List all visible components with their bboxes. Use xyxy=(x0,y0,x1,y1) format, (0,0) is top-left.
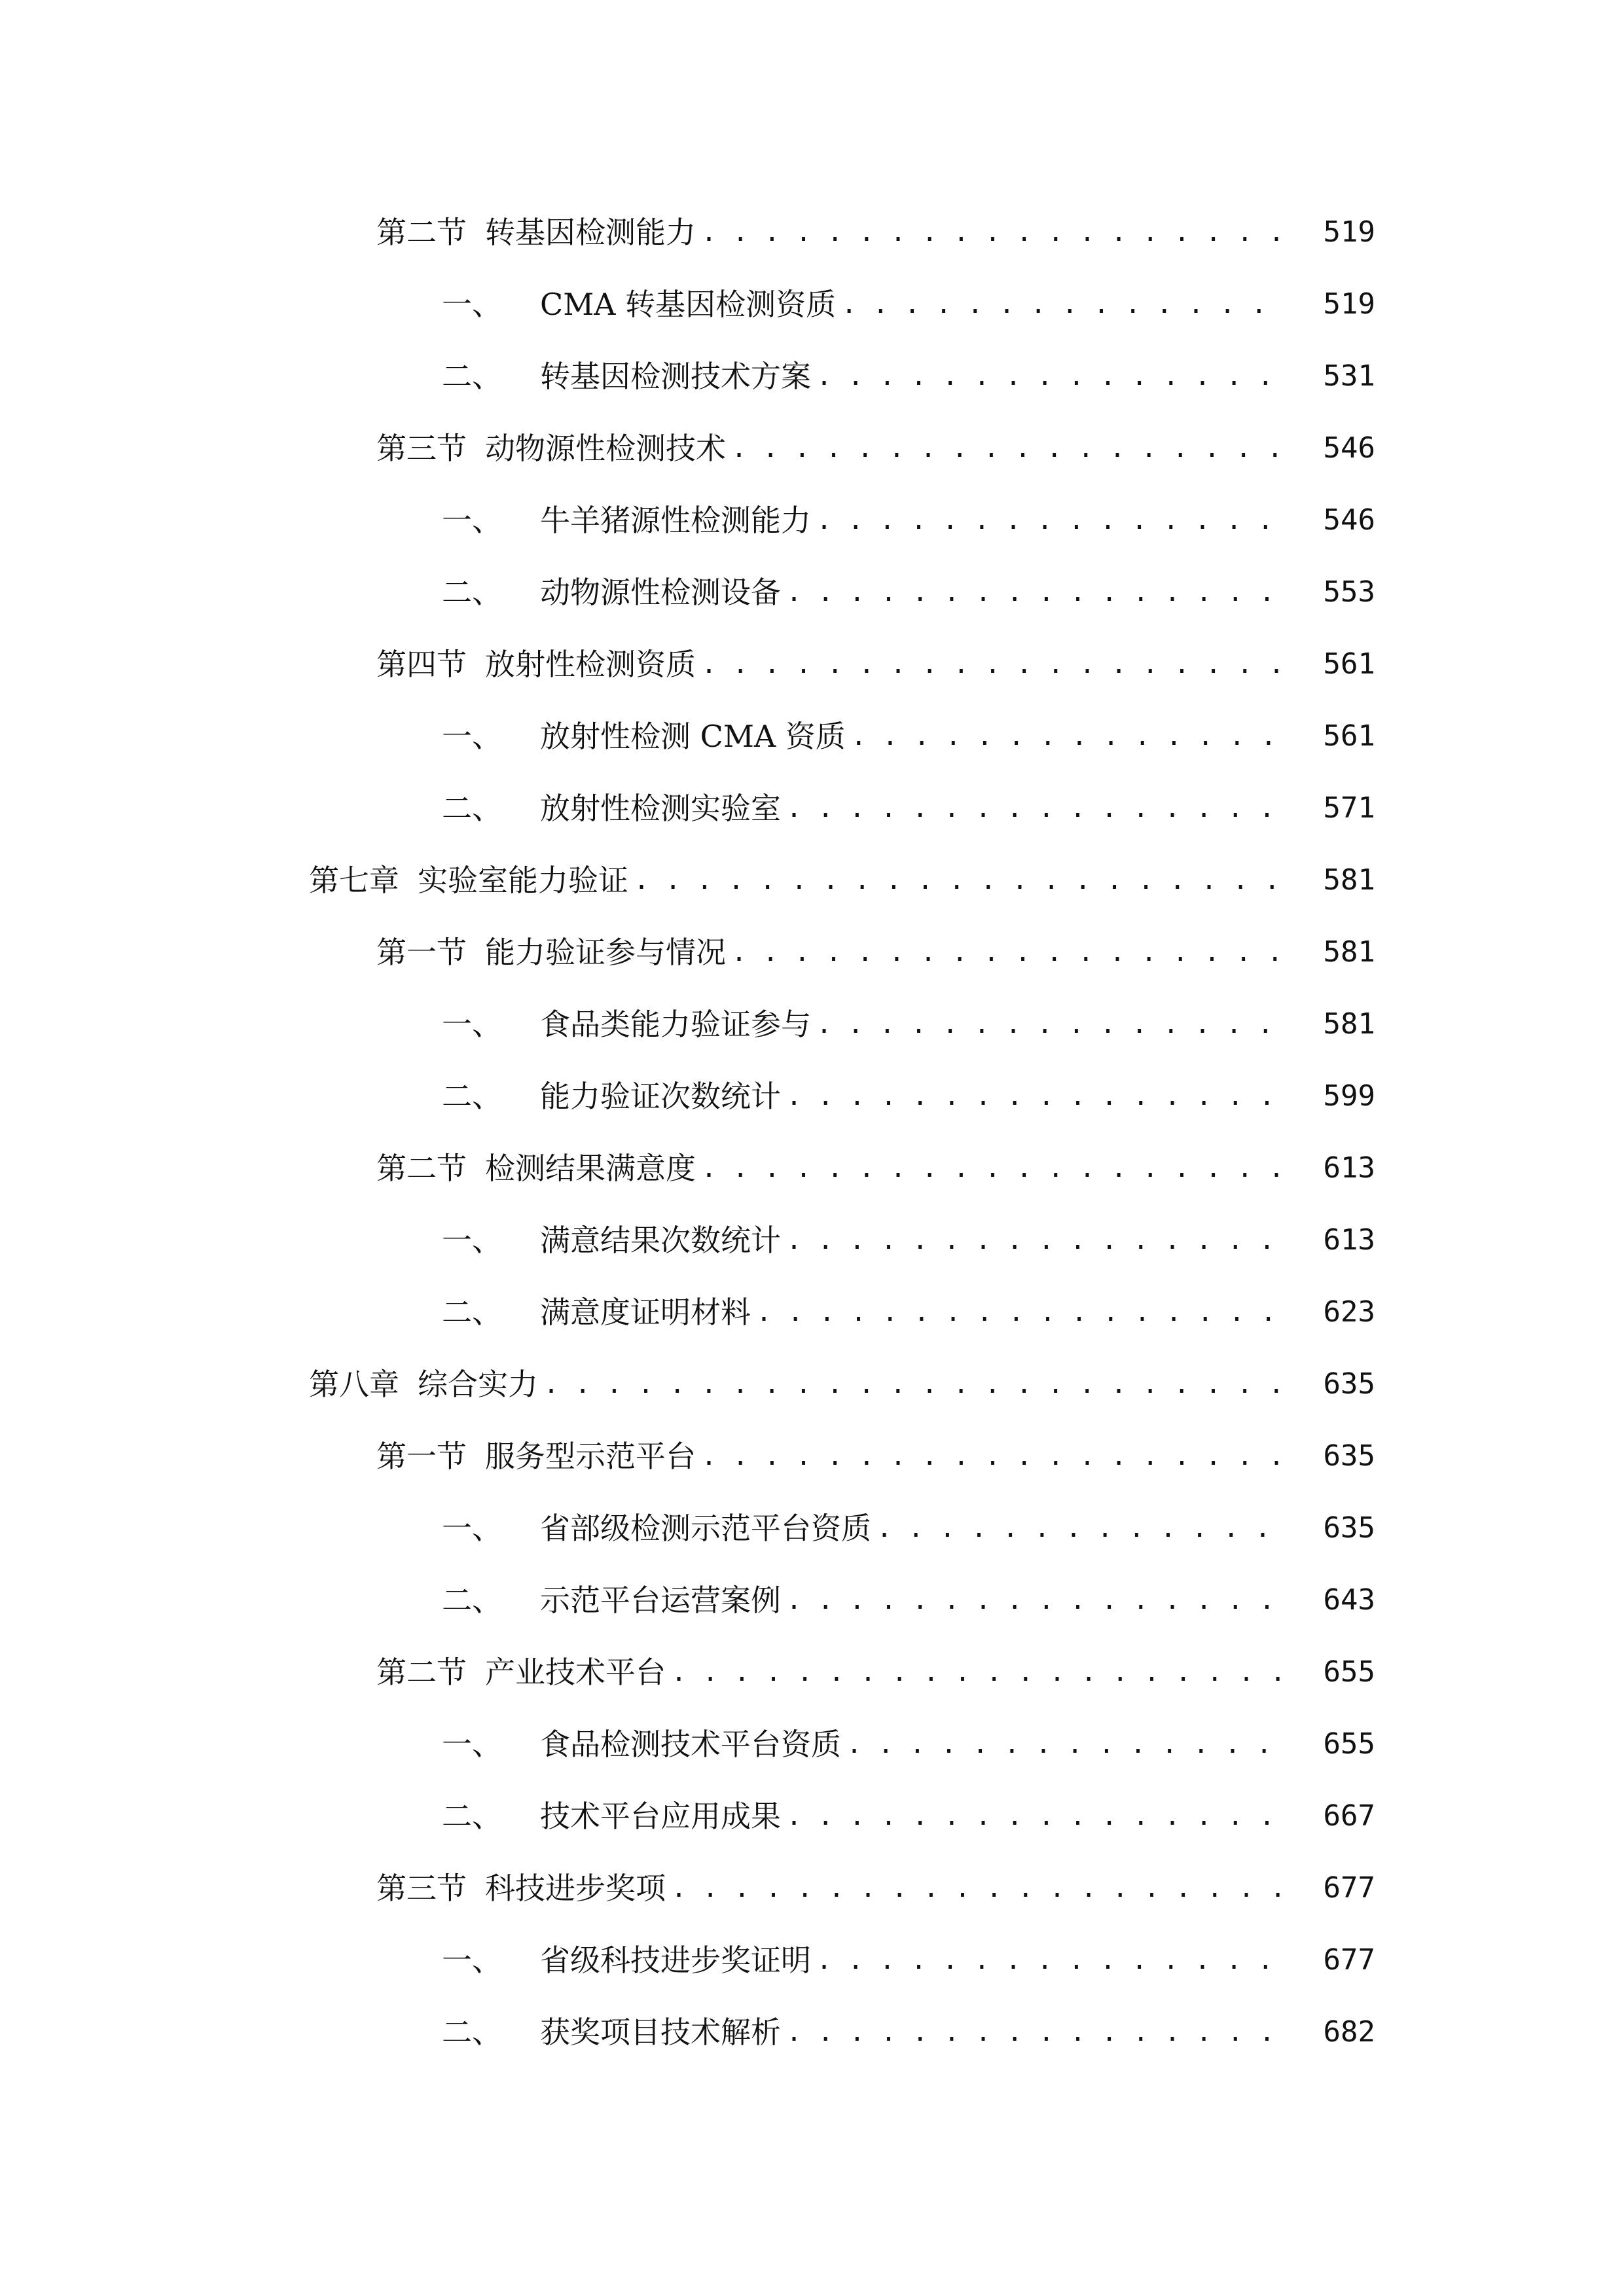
toc-entry-title: 产业技术平台 xyxy=(485,1655,666,1690)
toc-entry-title: 转基因检测能力 xyxy=(485,215,696,250)
toc-entry[interactable] xyxy=(0,1276,1624,1348)
toc-entry-text xyxy=(442,988,816,1060)
toc-dot-leader xyxy=(786,556,1284,628)
toc-entry-text xyxy=(309,1348,543,1420)
toc-page-number: 546 xyxy=(1323,431,1375,465)
toc-entry-text xyxy=(442,1276,756,1348)
toc-entry-label: 一、 xyxy=(442,1727,502,1762)
toc-dot-leader xyxy=(851,700,1284,772)
toc-entry-text xyxy=(442,484,816,556)
toc-entry[interactable] xyxy=(0,1348,1624,1420)
toc-entry-text xyxy=(376,1636,671,1708)
toc-dot-leader xyxy=(846,1708,1284,1780)
toc-page-number: 519 xyxy=(1323,287,1375,321)
toc-entry-title: 牛羊猪源性检测能力 xyxy=(540,503,811,538)
toc-entry-label: 二、 xyxy=(442,1799,502,1834)
toc-entry-text xyxy=(442,340,816,412)
toc-entry[interactable] xyxy=(0,844,1624,916)
toc-entry-text xyxy=(442,1204,786,1276)
table-of-contents xyxy=(0,196,1624,2068)
toc-page-number: 553 xyxy=(1323,575,1375,609)
toc-entry[interactable] xyxy=(0,1132,1624,1204)
toc-page-number: 519 xyxy=(1323,215,1375,249)
toc-entry-title: 获奖项目技术解析 xyxy=(540,2015,781,2050)
toc-entry-text xyxy=(376,196,701,268)
toc-page-number: 531 xyxy=(1323,359,1375,393)
toc-entry-title: 检测结果满意度 xyxy=(485,1151,696,1186)
toc-entry[interactable] xyxy=(0,1564,1624,1636)
toc-page-number: 655 xyxy=(1323,1655,1375,1689)
toc-dot-leader xyxy=(816,1924,1284,1996)
toc-entry-title: CMA 转基因检测资质 xyxy=(540,287,837,322)
toc-entry[interactable] xyxy=(0,412,1624,484)
toc-page-number: 635 xyxy=(1323,1439,1375,1473)
toc-entry[interactable] xyxy=(0,1780,1624,1852)
toc-entry-title: 动物源性检测设备 xyxy=(540,575,781,610)
toc-entry-label: 第一节 xyxy=(376,935,467,970)
toc-dot-leader xyxy=(701,196,1284,268)
toc-entry-label: 二、 xyxy=(442,359,502,394)
toc-entry-label: 一、 xyxy=(442,1943,502,1978)
toc-entry-title: 满意结果次数统计 xyxy=(540,1223,781,1258)
toc-dot-leader xyxy=(786,1780,1284,1852)
toc-entry-text xyxy=(376,1852,671,1924)
toc-entry-label: 第二节 xyxy=(376,1655,467,1690)
toc-entry[interactable] xyxy=(0,1924,1624,1996)
toc-entry-title: 食品类能力验证参与 xyxy=(540,1007,811,1042)
toc-entry-title: 科技进步奖项 xyxy=(485,1871,666,1906)
toc-entry[interactable] xyxy=(0,340,1624,412)
toc-entry[interactable] xyxy=(0,1492,1624,1564)
toc-entry[interactable] xyxy=(0,196,1624,268)
toc-entry-label: 第三节 xyxy=(376,1871,467,1906)
toc-entry[interactable] xyxy=(0,1852,1624,1924)
toc-dot-leader xyxy=(816,340,1284,412)
toc-entry-title: 综合实力 xyxy=(418,1367,538,1402)
toc-entry-text xyxy=(442,1708,846,1780)
toc-entry-title: 技术平台应用成果 xyxy=(540,1799,781,1834)
toc-page-number: 581 xyxy=(1323,863,1375,897)
toc-entry-title: 放射性检测实验室 xyxy=(540,791,781,826)
toc-entry-label: 二、 xyxy=(442,1583,502,1618)
toc-page-number: 677 xyxy=(1323,1943,1375,1977)
toc-entry[interactable] xyxy=(0,268,1624,340)
toc-entry-label: 二、 xyxy=(442,2015,502,2050)
toc-entry-text xyxy=(376,1132,701,1204)
toc-entry-text xyxy=(442,1924,816,1996)
toc-entry-text xyxy=(376,628,701,700)
toc-entry-text xyxy=(442,1780,786,1852)
toc-entry-title: 放射性检测 CMA 资质 xyxy=(540,719,846,754)
toc-entry-label: 一、 xyxy=(442,287,502,322)
toc-page-number: 613 xyxy=(1323,1151,1375,1185)
toc-dot-leader xyxy=(786,1996,1284,2068)
toc-entry-label: 一、 xyxy=(442,719,502,754)
toc-dot-leader xyxy=(731,412,1284,484)
toc-dot-leader xyxy=(731,916,1284,988)
toc-page-number: 655 xyxy=(1323,1727,1375,1761)
toc-entry[interactable] xyxy=(0,1420,1624,1492)
toc-entry-text xyxy=(442,268,841,340)
toc-dot-leader xyxy=(841,268,1284,340)
toc-entry-label: 第七章 xyxy=(309,863,399,898)
toc-page-number: 581 xyxy=(1323,1007,1375,1041)
toc-dot-leader xyxy=(701,1132,1284,1204)
toc-page-number: 677 xyxy=(1323,1871,1375,1905)
toc-entry-text xyxy=(442,1060,786,1132)
toc-entry-label: 一、 xyxy=(442,1223,502,1258)
toc-entry[interactable] xyxy=(0,484,1624,556)
toc-entry-text xyxy=(442,700,851,772)
toc-page-number: 561 xyxy=(1323,647,1375,681)
toc-dot-leader xyxy=(786,1204,1284,1276)
toc-entry-label: 二、 xyxy=(442,575,502,610)
toc-page-number: 581 xyxy=(1323,935,1375,969)
toc-entry-title: 放射性检测资质 xyxy=(485,647,696,682)
toc-entry-title: 满意度证明材料 xyxy=(540,1295,751,1330)
toc-page-number: 613 xyxy=(1323,1223,1375,1257)
toc-entry-title: 实验室能力验证 xyxy=(418,863,628,898)
toc-page-number: 599 xyxy=(1323,1079,1375,1113)
toc-entry[interactable] xyxy=(0,772,1624,844)
toc-entry[interactable] xyxy=(0,1060,1624,1132)
toc-page-number: 635 xyxy=(1323,1367,1375,1401)
toc-dot-leader xyxy=(634,844,1284,916)
toc-dot-leader xyxy=(786,1060,1284,1132)
toc-entry[interactable] xyxy=(0,628,1624,700)
toc-entry-title: 能力验证次数统计 xyxy=(540,1079,781,1114)
toc-entry-label: 二、 xyxy=(442,1079,502,1114)
toc-entry-text xyxy=(442,556,786,628)
toc-entry-title: 省级科技进步奖证明 xyxy=(540,1943,811,1978)
toc-entry[interactable] xyxy=(0,1636,1624,1708)
toc-entry[interactable] xyxy=(0,1204,1624,1276)
toc-entry-title: 省部级检测示范平台资质 xyxy=(540,1511,871,1546)
toc-entry-text xyxy=(442,1996,786,2068)
toc-entry-title: 食品检测技术平台资质 xyxy=(540,1727,841,1762)
toc-entry[interactable] xyxy=(0,988,1624,1060)
toc-entry-label: 第三节 xyxy=(376,431,467,466)
toc-page-number: 643 xyxy=(1323,1583,1375,1617)
toc-dot-leader xyxy=(671,1636,1284,1708)
toc-dot-leader xyxy=(701,1420,1284,1492)
toc-page-number: 667 xyxy=(1323,1799,1375,1833)
toc-entry-title: 动物源性检测技术 xyxy=(485,431,726,466)
toc-dot-leader xyxy=(786,772,1284,844)
toc-entry-text xyxy=(442,1492,876,1564)
toc-entry-text xyxy=(376,412,731,484)
toc-entry[interactable] xyxy=(0,556,1624,628)
toc-dot-leader xyxy=(756,1276,1284,1348)
toc-entry-title: 服务型示范平台 xyxy=(485,1439,696,1474)
toc-entry-label: 一、 xyxy=(442,503,502,538)
toc-entry-label: 第四节 xyxy=(376,647,467,682)
toc-entry-label: 二、 xyxy=(442,791,502,826)
toc-entry-title: 示范平台运营案例 xyxy=(540,1583,781,1618)
toc-entry-title: 转基因检测技术方案 xyxy=(540,359,811,394)
toc-entry-label: 第八章 xyxy=(309,1367,399,1402)
toc-entry-text xyxy=(442,1564,786,1636)
toc-entry-label: 二、 xyxy=(442,1295,502,1330)
toc-entry[interactable] xyxy=(0,916,1624,988)
toc-entry-text xyxy=(442,772,786,844)
toc-dot-leader xyxy=(816,484,1284,556)
toc-entry[interactable] xyxy=(0,1996,1624,2068)
toc-page-number: 546 xyxy=(1323,503,1375,537)
toc-page-number: 623 xyxy=(1323,1295,1375,1329)
toc-entry[interactable] xyxy=(0,700,1624,772)
toc-entry-title: 能力验证参与情况 xyxy=(485,935,726,970)
toc-page-number: 682 xyxy=(1323,2015,1375,2049)
toc-page-number: 635 xyxy=(1323,1511,1375,1545)
toc-entry-text xyxy=(376,1420,701,1492)
toc-entry-text xyxy=(309,844,634,916)
toc-entry[interactable] xyxy=(0,1708,1624,1780)
toc-entry-label: 第二节 xyxy=(376,215,467,250)
toc-dot-leader xyxy=(671,1852,1284,1924)
toc-dot-leader xyxy=(786,1564,1284,1636)
toc-dot-leader xyxy=(543,1348,1284,1420)
toc-dot-leader xyxy=(816,988,1284,1060)
toc-page-number: 561 xyxy=(1323,719,1375,753)
toc-entry-label: 第二节 xyxy=(376,1151,467,1186)
toc-entry-text xyxy=(376,916,731,988)
toc-entry-label: 一、 xyxy=(442,1511,502,1546)
toc-dot-leader xyxy=(701,628,1284,700)
toc-dot-leader xyxy=(876,1492,1284,1564)
toc-entry-label: 一、 xyxy=(442,1007,502,1042)
toc-entry-label: 第一节 xyxy=(376,1439,467,1474)
toc-page-number: 571 xyxy=(1323,791,1375,825)
